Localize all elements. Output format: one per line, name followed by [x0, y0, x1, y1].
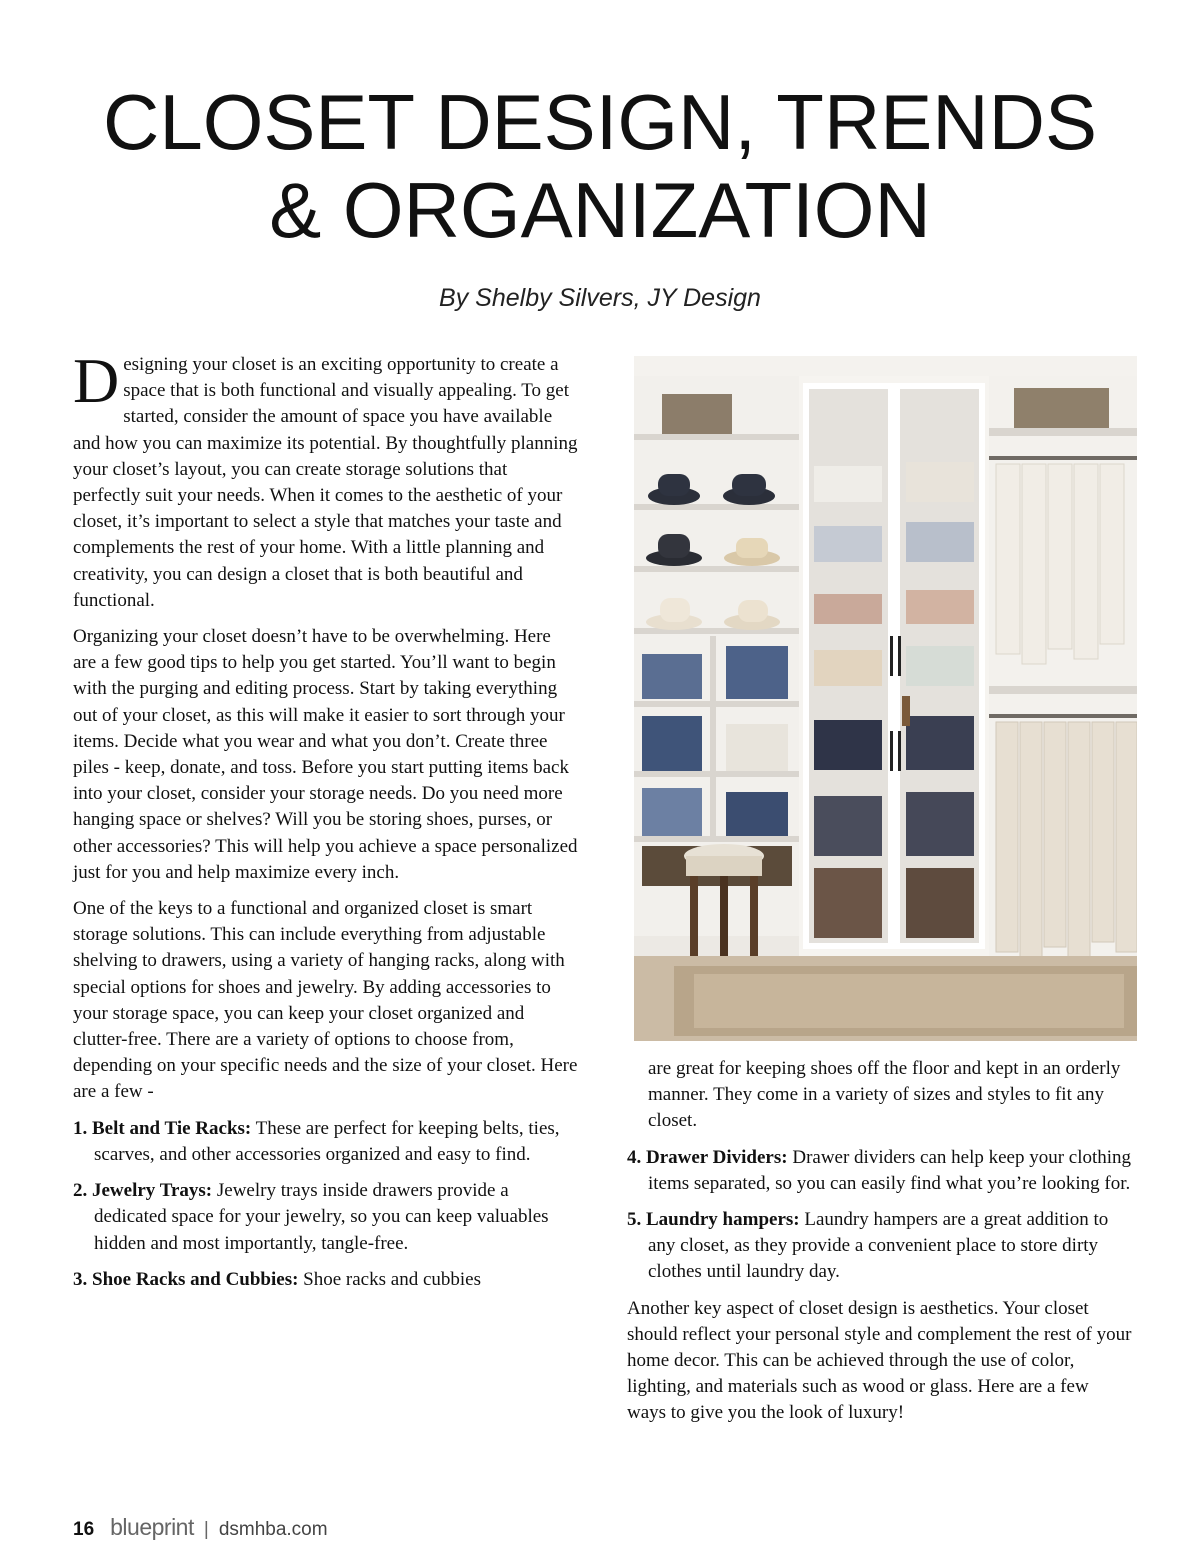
list-item: 3. Shoe Racks and Cubbies: Shoe racks and cubbies [73, 1268, 481, 1290]
list-item: 1. Belt and Tie Racks: These are perfect for keeping belts, ties, scarves, and other accessories organized and easy to find. [73, 1117, 560, 1165]
left-column [73, 345, 578, 1303]
paragraph-2: Organizing your closet doesn’t have to be overwhelming. Here are a few good tips to help you get started. You’ll want to begin with the purging and editing process. Start by taking everything out of your closet, as this will make it easier to sort through your items. Decide what you wear and what you don’t. Create three piles - keep, donate, and toss. Before you start putting items back into your closet, consider your storage needs. Do you need more hanging space or shelves? Will you be storing shoes, purses, or other accessories? This will help you achieve a space personalized just for you and help maximize every inch. [73, 626, 578, 883]
footer-separator: | [203, 1519, 209, 1540]
page-footer [73, 1514, 328, 1540]
intro-paragraph [73, 345, 578, 614]
website-link[interactable]: dsmhba.com [218, 1519, 328, 1540]
page-number: 16 [73, 1519, 95, 1540]
list-item: 2. Jewelry Trays: Jewelry trays inside drawers provide a dedicated space for your jewelry, so you can keep valuables hidden and most importantly, tangle-free. [73, 1180, 549, 1254]
list-item-3-continued: are great for keeping shoes off the floor and kept in an orderly manner. They come in a variety of sizes and styles to fit any closet. [648, 1058, 1121, 1132]
closet-photo [634, 356, 1137, 1041]
title-line-2: & ORGANIZATION [269, 166, 931, 254]
right-column [627, 1056, 1132, 1437]
storage-list-continued [627, 1145, 1132, 1286]
intro-text: esigning your closet is an exciting opportunity to create a space that is both functional and visually appealing. To get started, consider the amount of space you have available and how you can maximize its potential. By thoughtfully planning your closet’s layout, you can create storage solutions that perfectly suit your needs. When it comes to the aesthetic of your closet, it’s important to select a style that matches your taste and complements the rest of your home. With a little planning and creativity, you can design a closet that is both beautiful and functional. [73, 354, 578, 611]
paragraph-3: One of the keys to a functional and organized closet is smart storage solutions. This can include everything from adjustable shelving to drawers, using a variety of hanging racks, along with special options for shoes and jewelry. By adding accessories to your storage space, you can keep your closet organized and clutter-free. There are a variety of options to choose from, depending on your specific needs and the size of your closet. Here are a few - [73, 898, 578, 1103]
brand-logo: blueprint [110, 1514, 194, 1540]
list-item: 5. Laundry hampers: Laundry hampers are a great addition to any closet, as they provide a convenient place to store dirty clothes until laundry day. [627, 1209, 1109, 1283]
article-title [0, 78, 1200, 254]
storage-list [73, 1116, 578, 1293]
closing-paragraph: Another key aspect of closet design is aesthetics. Your closet should reflect your personal style and complement the rest of your home decor. This can be achieved through the use of color, lighting, and materials such as wood or glass. Here are a few ways to give you the look of luxury! [627, 1297, 1132, 1424]
drop-cap: D [73, 345, 120, 416]
list-item: 4. Drawer Dividers: Drawer dividers can help keep your clothing items separated, so you can easily find what you’re looking for. [627, 1146, 1132, 1194]
title-line-1: CLOSET DESIGN, TRENDS [102, 78, 1097, 166]
byline: By Shelby Silvers, JY Design [439, 284, 761, 312]
